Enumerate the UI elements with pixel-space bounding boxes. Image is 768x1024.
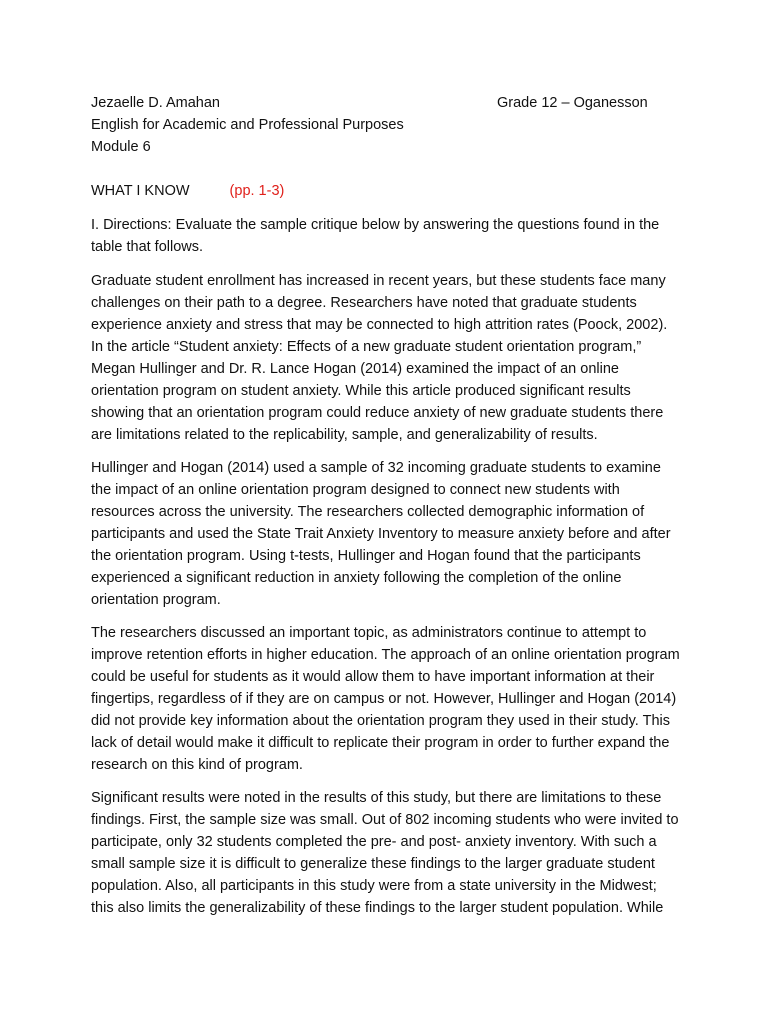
section-heading [91,180,284,202]
paragraph-text: Significant results were noted in the results of this study, but there are limitations to these findings. First, the sample size was small. Out of 802 incoming students who were invited to participate, only 32 students completed the pre- and post- anxiety inventory. With such a small sample size it is difficult to generalize these findings to the larger graduate student population. Also, all participants in this study were from a state university in the Midwest; this also limits the generalizability of these findings to the larger student population. While [91,790,679,916]
section-title-text: WHAT I KNOW [91,183,190,199]
module-label: Module 6 [91,139,151,155]
paragraph-text: The researchers discussed an important topic, as administrators continue to attempt to improve retention efforts in higher education. The approach of an online orientation program could be useful for students as it would allow them to have important information at their fingertips, regardless of if they are on campus or not. However, Hullinger and Hogan (2014) did not provide key information about the orientation program they used in their study. This lack of detail would make it difficult to replicate their program in order to further expand the research on this kind of program. [91,625,680,773]
critique-paragraph-4 [91,787,683,919]
critique-paragraph-2 [91,457,683,611]
paragraph-text: Hullinger and Hogan (2014) used a sample of 32 incoming graduate students to examine the impact of an online orientation program designed to connect new students with resources across the university. The researchers collected demographic information of participants and used the State Trait Anxiety Inventory to measure anxiety before and after the orientation program. Using t-tests, Hullinger and Hogan found that the participants experienced a significant reduction in anxiety following the completion of the online orientation program. [91,460,671,608]
student-name: Jezaelle D. Amahan [91,95,220,111]
paragraph-text: Graduate student enrollment has increased in recent years, but these students face many challenges on their path to a degree. Researchers have noted that graduate students experience anxiety and stress that may be connected to high attrition rates (Poock, 2002). In the article “Student anxiety: Effects of a new graduate student orientation program,” Megan Hullinger and Dr. R. Lance Hogan (2014) examined the impact of an online orientation program on student anxiety. While this article produced significant results showing that an orientation program could reduce anxiety of new graduate students there are limitations related to the replicability, sample, and generalizability of results. [91,273,668,443]
grade-section: Grade 12 – Oganesson [497,95,648,111]
subject-title: English for Academic and Professional Purposes [91,117,404,133]
critique-paragraph-3 [91,622,683,776]
directions-text [91,214,683,258]
page-range: (pp. 1-3) [229,183,285,199]
critique-paragraph-1 [91,270,683,446]
directions-paragraph: I. Directions: Evaluate the sample critique below by answering the questions found in the table that follows. [91,217,660,255]
